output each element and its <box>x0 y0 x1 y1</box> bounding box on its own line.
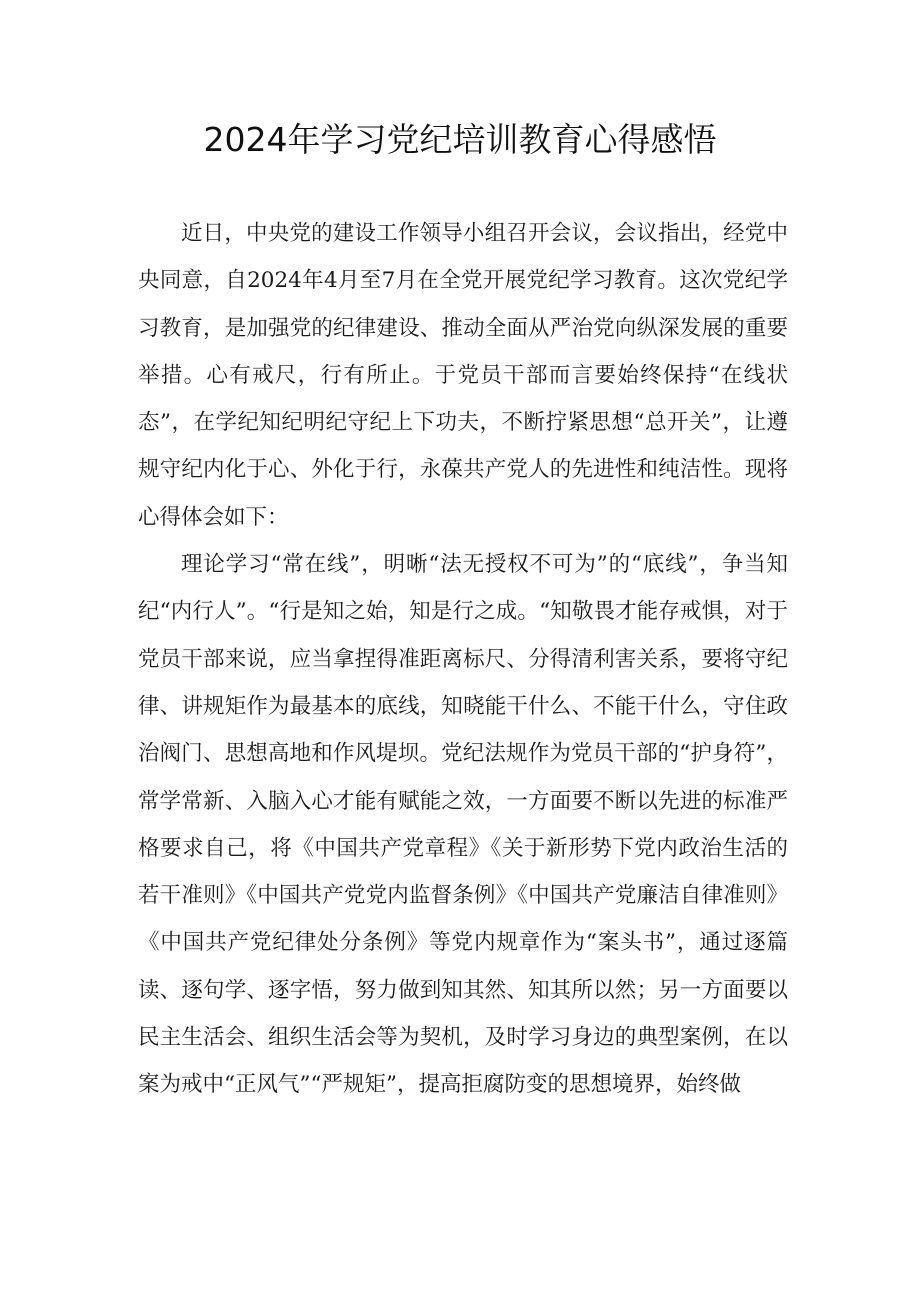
paragraph-intro: 近日，中央党的建设工作领导小组召开会议，会议指出，经党中央同意，自2024年4月至7月在全党开展党纪学习教育。这次党纪学习教育，是加强党的纪律建设、推动全面从严治党向纵深发展的重要举措。心有戒尺，行有所止。于党员干部而言要始终保持“在线状态”，在学纪知纪明纪守纪上下功夫，不断拧紧思想“总开关”，让遵规守纪内化于心、外化于行，永葆共产党人的先进性和纯洁性。现将心得体会如下： <box>138 221 788 530</box>
document-title: 2024年学习党纪培训教育心得感悟 <box>203 120 717 159</box>
paragraph-theory-study: 理论学习“常在线”，明晰“法无授权不可为”的“底线”，争当知纪“内行人”。“行是知之始，知是行之成。“知敬畏才能存戒惧，对于党员干部来说，应当拿捏得准距离标尺、分得清利害关系，要将守纪律、讲规矩作为最基本的底线，知晓能干什么、不能干什么，守住政治阀门、思想高地和作风堤坝。党纪法规作为党员干部的“护身符”，常学常新、入脑入心才能有赋能之效，一方面要不断以先进的标准严格要求自己，将《中国共产党章程》《关于新形势下党内政治生活的若干准则》《中国共产党党内监督条例》《中国共产党廉洁自律准则》《中国共产党纪律处分条例》等党内规章作为“案头书”，通过逐篇读、逐句学、逐字悟，努力做到知其然、知其所以然；另一方面要以民主生活会、组织生活会等为契机，及时学习身边的典型案例，在以案为戒中“正风气”“严规矩”，提高拒腐防变的思想境界，始终做 <box>138 552 788 1098</box>
document-body <box>138 210 788 1109</box>
